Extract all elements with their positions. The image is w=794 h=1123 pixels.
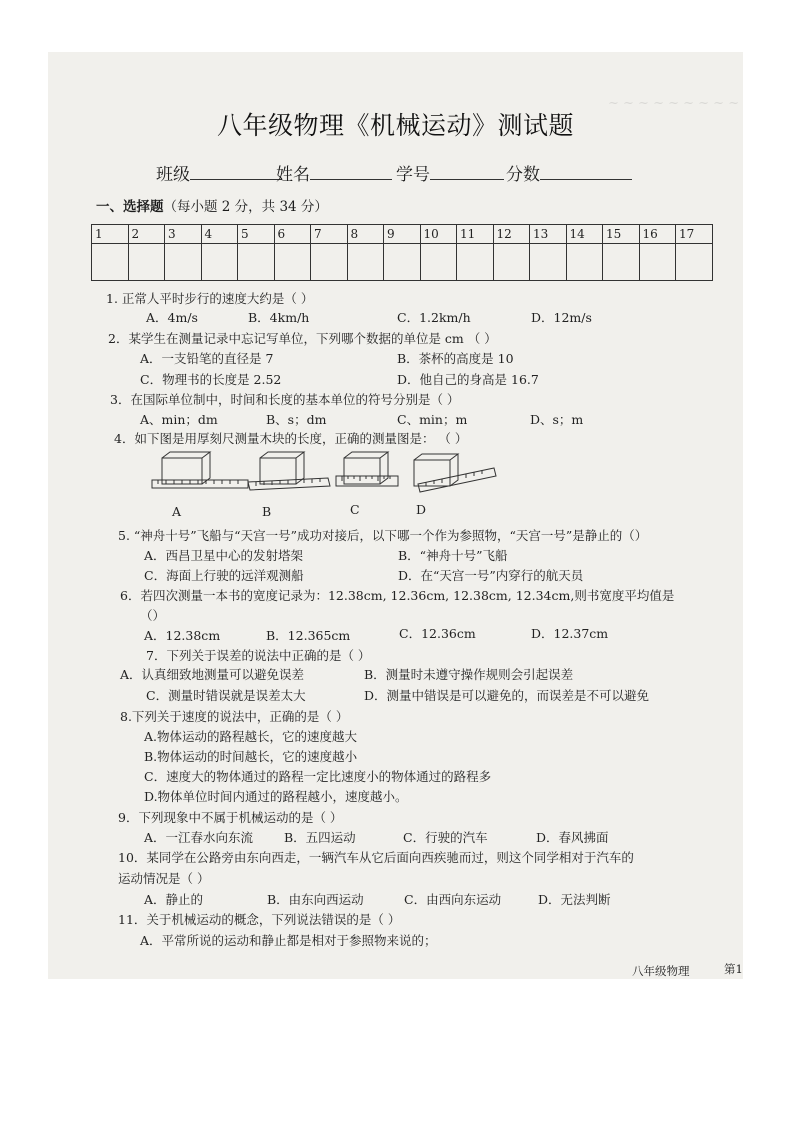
question-1-stem: 1. 正常人平时步行的速度大约是（ ） bbox=[106, 291, 314, 306]
question-6-option[interactable]: D．12.37cm bbox=[531, 626, 609, 641]
question-1-option[interactable]: A．4m/s bbox=[146, 310, 198, 325]
question-7-option[interactable]: C．测量时错误就是误差太大 bbox=[146, 688, 306, 703]
question-7-option[interactable]: D．测量中错误是可以避免的，而误差是不可以避免 bbox=[364, 688, 650, 703]
question-1-option[interactable]: C．1.2km/h bbox=[397, 310, 471, 325]
question-6-option[interactable]: B．12.365cm bbox=[266, 628, 351, 643]
answer-grid-number: 14 bbox=[566, 225, 603, 244]
figure-label-c: C bbox=[350, 502, 360, 517]
question-9-option[interactable]: D．春风拂面 bbox=[536, 830, 609, 845]
answer-grid-number: 8 bbox=[347, 225, 384, 244]
question-8-option[interactable]: A.物体运动的路程越长，它的速度越大 bbox=[144, 729, 358, 744]
class-label: 班级 bbox=[156, 165, 190, 185]
answer-cell[interactable] bbox=[201, 244, 238, 281]
question-2-option[interactable]: C．物理书的长度是 2.52 bbox=[140, 372, 282, 387]
name-field[interactable] bbox=[276, 160, 392, 185]
name-label: 姓名 bbox=[276, 165, 310, 185]
answer-grid-number: 5 bbox=[238, 225, 275, 244]
wood-block-c bbox=[344, 458, 380, 484]
question-1-option[interactable]: D．12m/s bbox=[531, 310, 592, 325]
question-8-option[interactable]: D.物体单位时间内通过的路程越小，速度越小。 bbox=[144, 789, 408, 804]
question-9-stem: 9．下列现象中不属于机械运动的是（ ） bbox=[118, 810, 343, 825]
question-2-option[interactable]: B．茶杯的高度是 10 bbox=[397, 351, 514, 366]
answer-cell[interactable] bbox=[603, 244, 640, 281]
answer-grid-number: 7 bbox=[311, 225, 348, 244]
answer-grid-number: 11 bbox=[457, 225, 494, 244]
question-3-option[interactable]: A、min；dm bbox=[140, 412, 218, 427]
question-9-option[interactable]: C．行驶的汽车 bbox=[403, 830, 488, 845]
question-4-stem: 4．如下图是用厚刻尺测量木块的长度，正确的测量图是： （ ） bbox=[114, 431, 468, 446]
answer-cell[interactable] bbox=[639, 244, 676, 281]
question-11-stem: 11．关于机械运动的概念，下列说法错误的是（ ） bbox=[118, 912, 401, 927]
answer-grid-number: 9 bbox=[384, 225, 421, 244]
question-3-stem: 3．在国际单位制中，时间和长度的基本单位的符号分别是（ ） bbox=[110, 392, 460, 407]
question-6-stem: 6．若四次测量一本书的宽度记录为：12.38cm, 12.36cm, 12.38cm, 12.34cm,则书宽度平均值是 bbox=[120, 588, 675, 603]
section-note: （每小题 2 分，共 34 分） bbox=[163, 199, 328, 215]
answer-cell[interactable] bbox=[128, 244, 165, 281]
page-title: 八年级物理《机械运动》测试题 bbox=[216, 111, 574, 140]
question-10-stem-cont: 运动情况是（ ） bbox=[118, 871, 210, 886]
answer-cell[interactable] bbox=[530, 244, 567, 281]
question-5-option[interactable]: B．“神舟十号”飞船 bbox=[398, 548, 508, 563]
question-6-option[interactable]: A．12.38cm bbox=[144, 628, 221, 643]
answer-cell[interactable] bbox=[676, 244, 713, 281]
answer-grid-number: 15 bbox=[603, 225, 640, 244]
question-3-option[interactable]: B、s；dm bbox=[266, 412, 327, 427]
question-3-option[interactable]: D、s；m bbox=[530, 412, 584, 427]
score-field[interactable] bbox=[506, 160, 632, 185]
answer-cell[interactable] bbox=[566, 244, 603, 281]
answer-grid-number-row bbox=[92, 225, 713, 244]
answer-grid bbox=[91, 224, 713, 281]
answer-grid-number: 10 bbox=[420, 225, 457, 244]
answer-grid-number: 3 bbox=[165, 225, 202, 244]
question-8-stem: 8.下列关于速度的说法中，正确的是（ ） bbox=[120, 709, 349, 724]
figure-label-a: A bbox=[172, 504, 182, 519]
student-id-field[interactable] bbox=[396, 160, 504, 185]
question-8-option[interactable]: C．速度大的物体通过的路程一定比速度小的物体通过的路程多 bbox=[144, 769, 492, 784]
question-5-option[interactable]: D．在“天宫一号”内穿行的航天员 bbox=[398, 568, 584, 583]
answer-grid-answer-row bbox=[92, 244, 713, 281]
answer-grid-number: 12 bbox=[493, 225, 530, 244]
answer-grid-number: 17 bbox=[676, 225, 713, 244]
question-10-stem: 10．某同学在公路旁由东向西走，一辆汽车从它后面向西疾驰而过，则这个同学相对于汽车的 bbox=[118, 850, 634, 865]
footer-page-number: 第1 bbox=[724, 962, 743, 976]
question-7-option[interactable]: B．测量时未遵守操作规则会引起误差 bbox=[364, 667, 574, 682]
question-5-option[interactable]: A．西昌卫星中心的发射塔架 bbox=[144, 548, 304, 563]
answer-grid-number: 6 bbox=[274, 225, 311, 244]
answer-cell[interactable] bbox=[274, 244, 311, 281]
question-10-option[interactable]: D．无法判断 bbox=[538, 892, 611, 907]
question-10-option[interactable]: A．静止的 bbox=[144, 892, 204, 907]
question-5-stem: 5. “神舟十号”飞船与“天宫一号”成功对接后，以下哪一个作为参照物，“天宫一号”是静止的（） bbox=[118, 528, 648, 543]
question-6-option[interactable]: C．12.36cm bbox=[399, 626, 476, 641]
question-3-option[interactable]: C、min；m bbox=[397, 412, 468, 427]
answer-cell[interactable] bbox=[347, 244, 384, 281]
bleed-through-text: ~ ~ ~ ~ ~ ~ ~ ~ ~ bbox=[608, 96, 740, 111]
answer-cell[interactable] bbox=[493, 244, 530, 281]
question-5-option[interactable]: C．海面上行驶的远洋观测船 bbox=[144, 568, 304, 583]
student-id-label: 学号 bbox=[396, 165, 430, 185]
answer-cell[interactable] bbox=[384, 244, 421, 281]
answer-cell[interactable] bbox=[92, 244, 129, 281]
answer-grid-number: 4 bbox=[201, 225, 238, 244]
answer-cell[interactable] bbox=[238, 244, 275, 281]
answer-grid-number: 16 bbox=[639, 225, 676, 244]
ruler-d bbox=[418, 468, 496, 492]
question-9-option[interactable]: A．一江春水向东流 bbox=[144, 830, 254, 845]
wood-block-d bbox=[414, 460, 450, 486]
answer-grid-number: 1 bbox=[92, 225, 129, 244]
question-11-option[interactable]: A．平常所说的运动和静止都是相对于参照物来说的； bbox=[140, 933, 437, 948]
ruler-figure bbox=[148, 450, 508, 514]
section-name: 一、选择题 bbox=[96, 199, 164, 215]
question-7-option[interactable]: A．认真细致地测量可以避免误差 bbox=[120, 667, 305, 682]
section-heading bbox=[96, 195, 328, 215]
question-8-option[interactable]: B.物体运动的时间越长，它的速度越小 bbox=[144, 749, 358, 764]
answer-grid-number: 2 bbox=[128, 225, 165, 244]
figure-label-b: B bbox=[262, 504, 272, 519]
question-2-option[interactable]: A．一支铅笔的直径是 7 bbox=[140, 351, 274, 366]
answer-cell[interactable] bbox=[311, 244, 348, 281]
question-7-stem: 7．下列关于误差的说法中正确的是（ ） bbox=[146, 648, 371, 663]
class-field[interactable] bbox=[156, 160, 282, 185]
question-1-option[interactable]: B．4km/h bbox=[248, 310, 310, 325]
question-10-option[interactable]: B．由东向西运动 bbox=[267, 892, 364, 907]
question-9-option[interactable]: B．五四运动 bbox=[284, 830, 356, 845]
answer-cell[interactable] bbox=[420, 244, 457, 281]
figure-label-d: D bbox=[416, 502, 427, 517]
question-2-option[interactable]: D．他自己的身高是 16.7 bbox=[397, 372, 539, 387]
answer-cell[interactable] bbox=[457, 244, 494, 281]
answer-cell[interactable] bbox=[165, 244, 202, 281]
score-label: 分数 bbox=[506, 165, 540, 185]
question-6-stem-cont: （） bbox=[140, 608, 166, 623]
question-2-stem: 2．某学生在测量记录中忘记写单位，下列哪个数据的单位是 cm （ ） bbox=[108, 331, 497, 346]
ruler-measurement-diagram bbox=[148, 450, 508, 514]
footer-subject: 八年级物理 bbox=[632, 964, 690, 978]
question-10-option[interactable]: C．由西向东运动 bbox=[404, 892, 502, 907]
answer-grid-number: 13 bbox=[530, 225, 567, 244]
exam-sheet bbox=[48, 52, 743, 979]
